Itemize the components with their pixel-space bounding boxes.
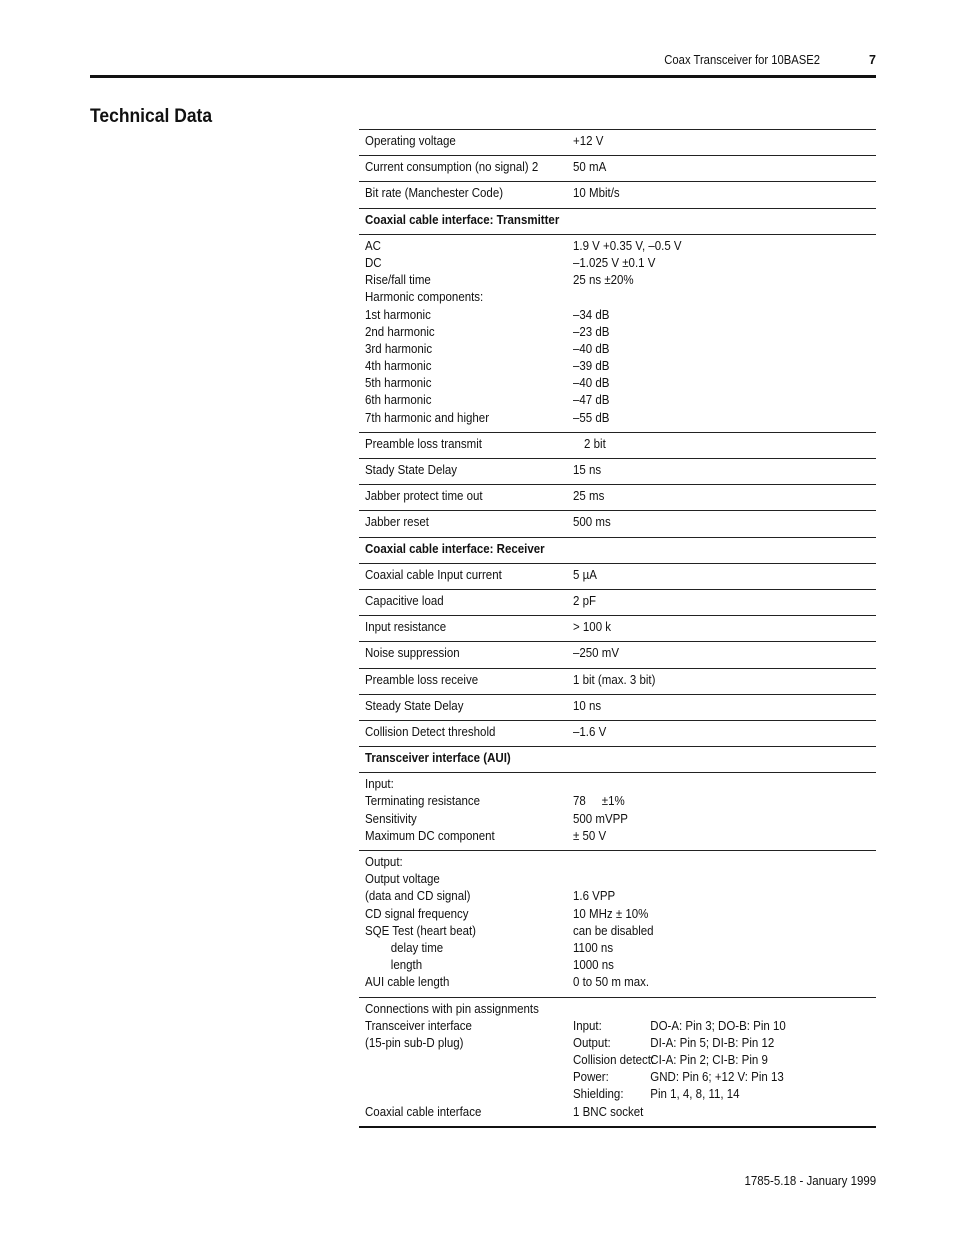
row-value: –1.6 V: [573, 724, 607, 739]
row-label: CD signal frequency: [365, 906, 469, 921]
row-value: 50 mA: [573, 160, 607, 175]
table-row: [359, 459, 876, 485]
row-value: [573, 776, 846, 793]
page-number: 7: [869, 53, 876, 67]
row-label: AC: [365, 238, 381, 253]
row-label: Connections with pin assignments: [365, 1001, 539, 1016]
row-value: 1.6 VPP: [573, 889, 616, 904]
table-section-heading: [359, 209, 876, 235]
row-value: –39 dB: [573, 359, 610, 374]
row-value: 5 µA: [573, 567, 597, 582]
row-label: 7th harmonic and higher: [365, 410, 490, 425]
row-value: 25 ms: [573, 489, 605, 504]
receiver-heading: Coaxial cable interface: Receiver: [365, 541, 545, 556]
row-value: –47 dB: [573, 393, 610, 408]
table-row: [359, 721, 876, 747]
row-value: [573, 289, 846, 306]
row-value: 25 ns ±20%: [573, 273, 634, 288]
row-label: Jabber reset: [365, 515, 429, 530]
row-label: DC: [365, 255, 382, 270]
row-label: Jabber protect time out: [365, 489, 483, 504]
table-row: [359, 130, 876, 156]
table-row: [359, 669, 876, 695]
row-label: Output voltage: [365, 872, 440, 887]
pin-value: GND: Pin 6; +12 V: Pin 13: [650, 1070, 784, 1085]
row-value: 15 ns: [573, 463, 602, 477]
pin-value: Pin 1, 4, 8, 11, 14: [650, 1087, 740, 1102]
table-row: [359, 485, 876, 511]
pin-assignment: [573, 1052, 846, 1069]
table-row: [359, 511, 876, 537]
row-label: Preamble loss receive: [365, 672, 479, 687]
row-label: Current consumption (no signal) 2: [365, 160, 539, 175]
row-label: Coaxial cable Input current: [365, 567, 502, 582]
row-label: Harmonic components:: [365, 290, 484, 305]
row-label: Sensitivity: [365, 811, 417, 826]
table-row: [359, 235, 876, 433]
row-label: 2nd harmonic: [365, 324, 435, 339]
table-row: [359, 156, 876, 182]
table-row: [359, 590, 876, 616]
row-label: Rise/fall time: [365, 273, 431, 288]
row-value: –34 dB: [573, 307, 610, 322]
row-label: 1st harmonic: [365, 307, 431, 322]
row-value: 1000 ns: [573, 958, 614, 973]
table-row: [359, 564, 876, 590]
row-label: Input resistance: [365, 620, 447, 635]
row-value: [573, 854, 846, 871]
row-value: –55 dB: [573, 410, 610, 425]
row-value: 78 ±1%: [573, 794, 625, 809]
row-value: can be disabled: [573, 923, 654, 938]
row-label: Noise suppression: [365, 646, 460, 661]
row-label: Transceiver interface: [365, 1018, 472, 1033]
row-value: [573, 871, 846, 888]
table-row: [359, 998, 876, 1126]
row-label: Preamble loss transmit: [365, 436, 482, 451]
table-section-heading: [359, 747, 876, 773]
pin-value: DI-A: Pin 5; DI-B: Pin 12: [650, 1035, 775, 1050]
row-label: 6th harmonic: [365, 393, 432, 408]
table-row: [359, 642, 876, 668]
pin-assignment: [573, 1086, 846, 1103]
row-value: 500 mVPP: [573, 811, 628, 826]
pin-value: CI-A: Pin 2; CI-B: Pin 9: [650, 1053, 768, 1068]
row-label: Stady State Delay: [365, 463, 458, 477]
row-label: Steady State Delay: [365, 698, 464, 713]
row-label: 4th harmonic: [365, 359, 432, 374]
table-row: [359, 616, 876, 642]
pin-label: Collision detect:: [573, 1053, 655, 1068]
table-row: [359, 773, 876, 851]
pin-assignment: [573, 1018, 846, 1035]
row-value: 2 bit: [584, 436, 606, 451]
row-label: Maximum DC component: [365, 828, 495, 843]
row-label: Bit rate (Manchester Code): [365, 186, 504, 201]
pin-value: DO-A: Pin 3; DO-B: Pin 10: [650, 1018, 786, 1033]
header-title: Coax Transceiver for 10BASE2: [664, 53, 820, 67]
row-value: 10 MHz ± 10%: [573, 906, 649, 921]
row-value: ± 50 V: [573, 828, 607, 843]
page-footer: 1785-5.18 - January 1999: [744, 1174, 876, 1188]
row-value: –250 mV: [573, 646, 620, 661]
row-label: Capacitive load: [365, 593, 444, 608]
row-label: (15-pin sub-D plug): [365, 1035, 464, 1050]
row-value: 1100 ns: [573, 940, 614, 955]
row-label: 5th harmonic: [365, 376, 432, 391]
row-value: 500 ms: [573, 515, 611, 530]
pin-assignment: [573, 1035, 846, 1052]
row-label: [365, 1069, 556, 1086]
row-value: +12 V: [573, 134, 604, 148]
row-value: 10 Mbit/s: [573, 186, 620, 201]
row-value: 0 to 50 m max.: [573, 975, 650, 990]
row-value: –23 dB: [573, 324, 610, 339]
table-row: [359, 851, 876, 998]
aui-heading: Transceiver interface (AUI): [365, 751, 511, 766]
pin-label: Shielding:: [573, 1087, 624, 1102]
row-label: Input:: [365, 777, 394, 792]
technical-data-table: [359, 129, 876, 1128]
row-label: Output:: [365, 855, 403, 869]
row-value: –40 dB: [573, 376, 610, 391]
row-label: Terminating resistance: [365, 794, 481, 809]
row-label: Collision Detect threshold: [365, 724, 496, 739]
row-label: (data and CD signal): [365, 889, 471, 904]
pin-assignment: [573, 1069, 846, 1086]
table-row: [359, 433, 876, 459]
row-value: 1 BNC socket: [573, 1104, 644, 1119]
row-label: SQE Test (heart beat): [365, 923, 477, 938]
row-value: [573, 1001, 846, 1018]
pin-label: Input:: [573, 1018, 602, 1033]
section-title: Technical Data: [90, 106, 213, 127]
page-header: [90, 48, 876, 78]
table-row: [359, 695, 876, 721]
row-label: [365, 1052, 556, 1069]
row-value: –40 dB: [573, 341, 610, 356]
row-value: 2 pF: [573, 593, 597, 608]
row-label: [365, 1086, 556, 1103]
row-value: –1.025 V ±0.1 V: [573, 255, 656, 270]
row-label: Coaxial cable interface: [365, 1104, 482, 1119]
row-value: > 100 k: [573, 620, 612, 635]
row-label: AUI cable length: [365, 975, 450, 990]
table-row: [359, 182, 876, 208]
row-label: length: [390, 958, 423, 973]
row-label: 3rd harmonic: [365, 341, 433, 356]
table-section-heading: [359, 538, 876, 564]
row-label: delay time: [390, 940, 444, 955]
pin-label: Output:: [573, 1035, 611, 1050]
pin-label: Power:: [573, 1070, 609, 1085]
row-value: 1.9 V +0.35 V, –0.5 V: [573, 238, 682, 253]
row-value: 1 bit (max. 3 bit): [573, 672, 656, 687]
row-value: 10 ns: [573, 698, 602, 713]
transmitter-heading: Coaxial cable interface: Transmitter: [365, 212, 560, 227]
row-label: Operating voltage: [365, 134, 456, 148]
